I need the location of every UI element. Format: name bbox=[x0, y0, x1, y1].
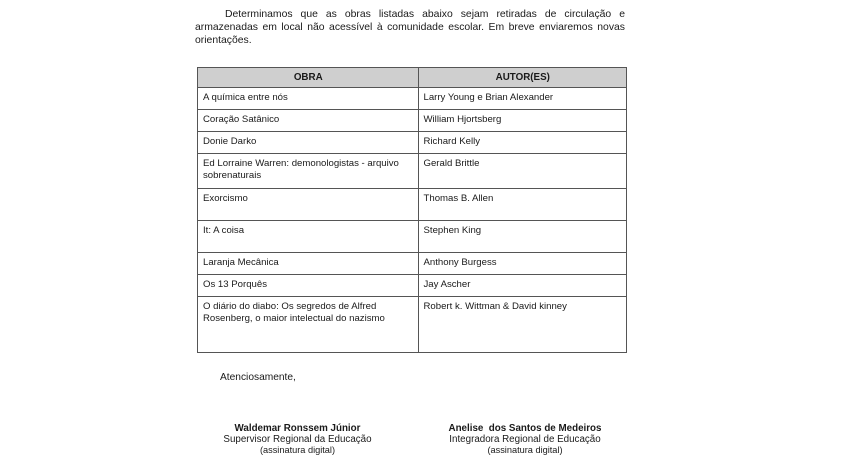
table-header-row bbox=[198, 68, 627, 88]
table-row bbox=[198, 132, 627, 154]
cell-obra: Laranja Mecânica bbox=[198, 253, 419, 275]
cell-obra: Os 13 Porquês bbox=[198, 275, 419, 297]
table-row bbox=[198, 275, 627, 297]
cell-obra: It: A coisa bbox=[198, 221, 419, 253]
signature-block-integradora bbox=[425, 423, 625, 456]
cell-autor: Anthony Burgess bbox=[418, 253, 627, 275]
cell-autor: Jay Ascher bbox=[418, 275, 627, 297]
cell-autor: Thomas B. Allen bbox=[418, 189, 627, 221]
table-row bbox=[198, 253, 627, 275]
cell-obra: A química entre nós bbox=[198, 88, 419, 110]
signature-note: (assinatura digital) bbox=[487, 445, 563, 455]
cell-autor: Larry Young e Brian Alexander bbox=[418, 88, 627, 110]
header-obra: OBRA bbox=[198, 68, 419, 88]
signature-name: Waldemar Ronssem Júnior bbox=[234, 423, 361, 434]
signature-block-supervisor bbox=[210, 423, 385, 456]
table-row bbox=[198, 88, 627, 110]
cell-obra: Coração Satânico bbox=[198, 110, 419, 132]
table-row bbox=[198, 154, 627, 189]
cell-obra: O diário do diabo: Os segredos de Alfred Rosenberg, o maior intelectual do nazismo bbox=[198, 297, 419, 353]
cell-obra: Exorcismo bbox=[198, 189, 419, 221]
cell-autor: William Hjortsberg bbox=[418, 110, 627, 132]
signature-name: Anelise dos Santos de Medeiros bbox=[448, 423, 602, 434]
table-row bbox=[198, 189, 627, 221]
cell-autor: Stephen King bbox=[418, 221, 627, 253]
signature-role: Integradora Regional de Educação bbox=[449, 434, 601, 445]
table-row bbox=[198, 110, 627, 132]
signature-role: Supervisor Regional da Educação bbox=[223, 434, 372, 445]
cell-autor: Gerald Brittle bbox=[418, 154, 627, 189]
signature-note: (assinatura digital) bbox=[259, 445, 336, 455]
table-row bbox=[198, 297, 627, 353]
cell-obra: Ed Lorraine Warren: demonologistas - arquivo sobrenaturais bbox=[198, 154, 419, 189]
cell-autor: Robert k. Wittman & David kinney bbox=[418, 297, 627, 353]
works-table bbox=[197, 67, 627, 353]
table-row bbox=[198, 221, 627, 253]
header-autor: AUTOR(ES) bbox=[418, 68, 627, 88]
cell-obra: Donie Darko bbox=[198, 132, 419, 154]
intro-paragraph: Determinamos que as obras listadas abaixo sejam retiradas de circulação e armazenadas em local não acessível à comunidade escolar. Em breve enviaremos novas orientações. bbox=[195, 9, 625, 46]
cell-autor: Richard Kelly bbox=[418, 132, 627, 154]
closing-text: Atenciosamente, bbox=[220, 372, 296, 383]
